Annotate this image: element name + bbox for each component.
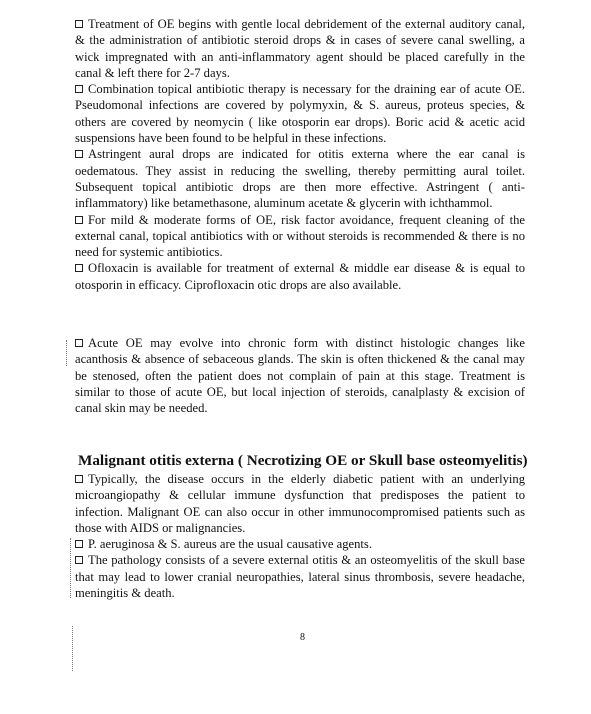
bullet-box-icon <box>75 540 83 548</box>
paragraph-astringent-drops: Astringent aural drops are indicated for otitis externa where the ear canal is oedematous. They assist in reducing the swelling, thereby permitting aural toilet. Subsequent topical antibiotic drops are then more effective. Astringent ( anti-inflammatory) like betamethasone, aluminum acetate & glycerin with ichthammol. <box>75 147 525 211</box>
paragraph-typical-patient: Typically, the disease occurs in the elderly diabetic patient with an underlying microangiopathy & cellular immune dysfunction that predisposes the patient to infection. Malignant OE can also occur in other immunocompromised patients such as those with AIDS or malignancies. <box>75 472 525 535</box>
bullet-box-icon <box>75 339 83 347</box>
bullet-box-icon <box>75 475 83 483</box>
scan-mark <box>70 538 71 598</box>
bullet-box-icon <box>75 556 83 564</box>
paragraph-chronic-oe: Acute OE may evolve into chronic form with distinct histologic changes like acanthosis & absence of sebaceous glands. The skin is often thickened & the canal may be stenosed, often the patient does not complain of pain at this stage. Treatment is similar to those of acute OE, but local injection of steroids, canalplasty & excision of canal skin may be needed. <box>75 336 525 416</box>
paragraph-debridement: Treatment of OE begins with gentle local debridement of the external auditory canal, & the administration of antibiotic steroid drops & in cases of severe canal swelling, a wick impregnated with an anti-inflammatory agent should be placed carefully in the canal & left there for 2-7 days. <box>75 17 525 80</box>
bullet-box-icon <box>75 216 83 224</box>
bullet-box-icon <box>75 85 83 93</box>
paragraph-combination-therapy: Combination topical antibiotic therapy is necessary for the draining ear of acute OE. Pseudomonal infections are covered by polymyxin, & S. aureus, proteus species, & others are covered by neomycin ( like otosporin ear drops). Boric acid & acetic acid suspensions have been found to be helpful in these infections. <box>75 82 525 146</box>
paragraph-ofloxacin: Ofloxacin is available for treatment of external & middle ear disease & is equal to otosporin in efficacy. Ciprofloxacin otic drops are also available. <box>75 261 525 292</box>
scan-mark <box>72 626 73 671</box>
bullet-box-icon <box>75 264 83 272</box>
scan-mark <box>66 340 67 366</box>
treatment-section <box>75 16 525 293</box>
bullet-box-icon <box>75 20 83 28</box>
page-number: 8 <box>300 632 305 643</box>
paragraph-pathology: The pathology consists of a severe external otitis & an osteomyelitis of the skull base that may lead to lower cranial neuropathies, lateral sinus thrombosis, severe headache, meningitis & death. <box>75 553 525 601</box>
section-heading: Malignant otitis externa ( Necrotizing OE or Skull base osteomyelitis) <box>78 452 528 469</box>
chronic-oe-section <box>75 335 525 416</box>
malignant-oe-section <box>75 471 525 601</box>
paragraph-causative-agents: P. aeruginosa & S. aureus are the usual causative agents. <box>75 536 525 552</box>
bullet-box-icon <box>75 150 83 158</box>
paragraph-mild-moderate: For mild & moderate forms of OE, risk factor avoidance, frequent cleaning of the external canal, topical antibiotics with or without steroids is recommended & there is no need for systemic antibiotics. <box>75 212 525 260</box>
